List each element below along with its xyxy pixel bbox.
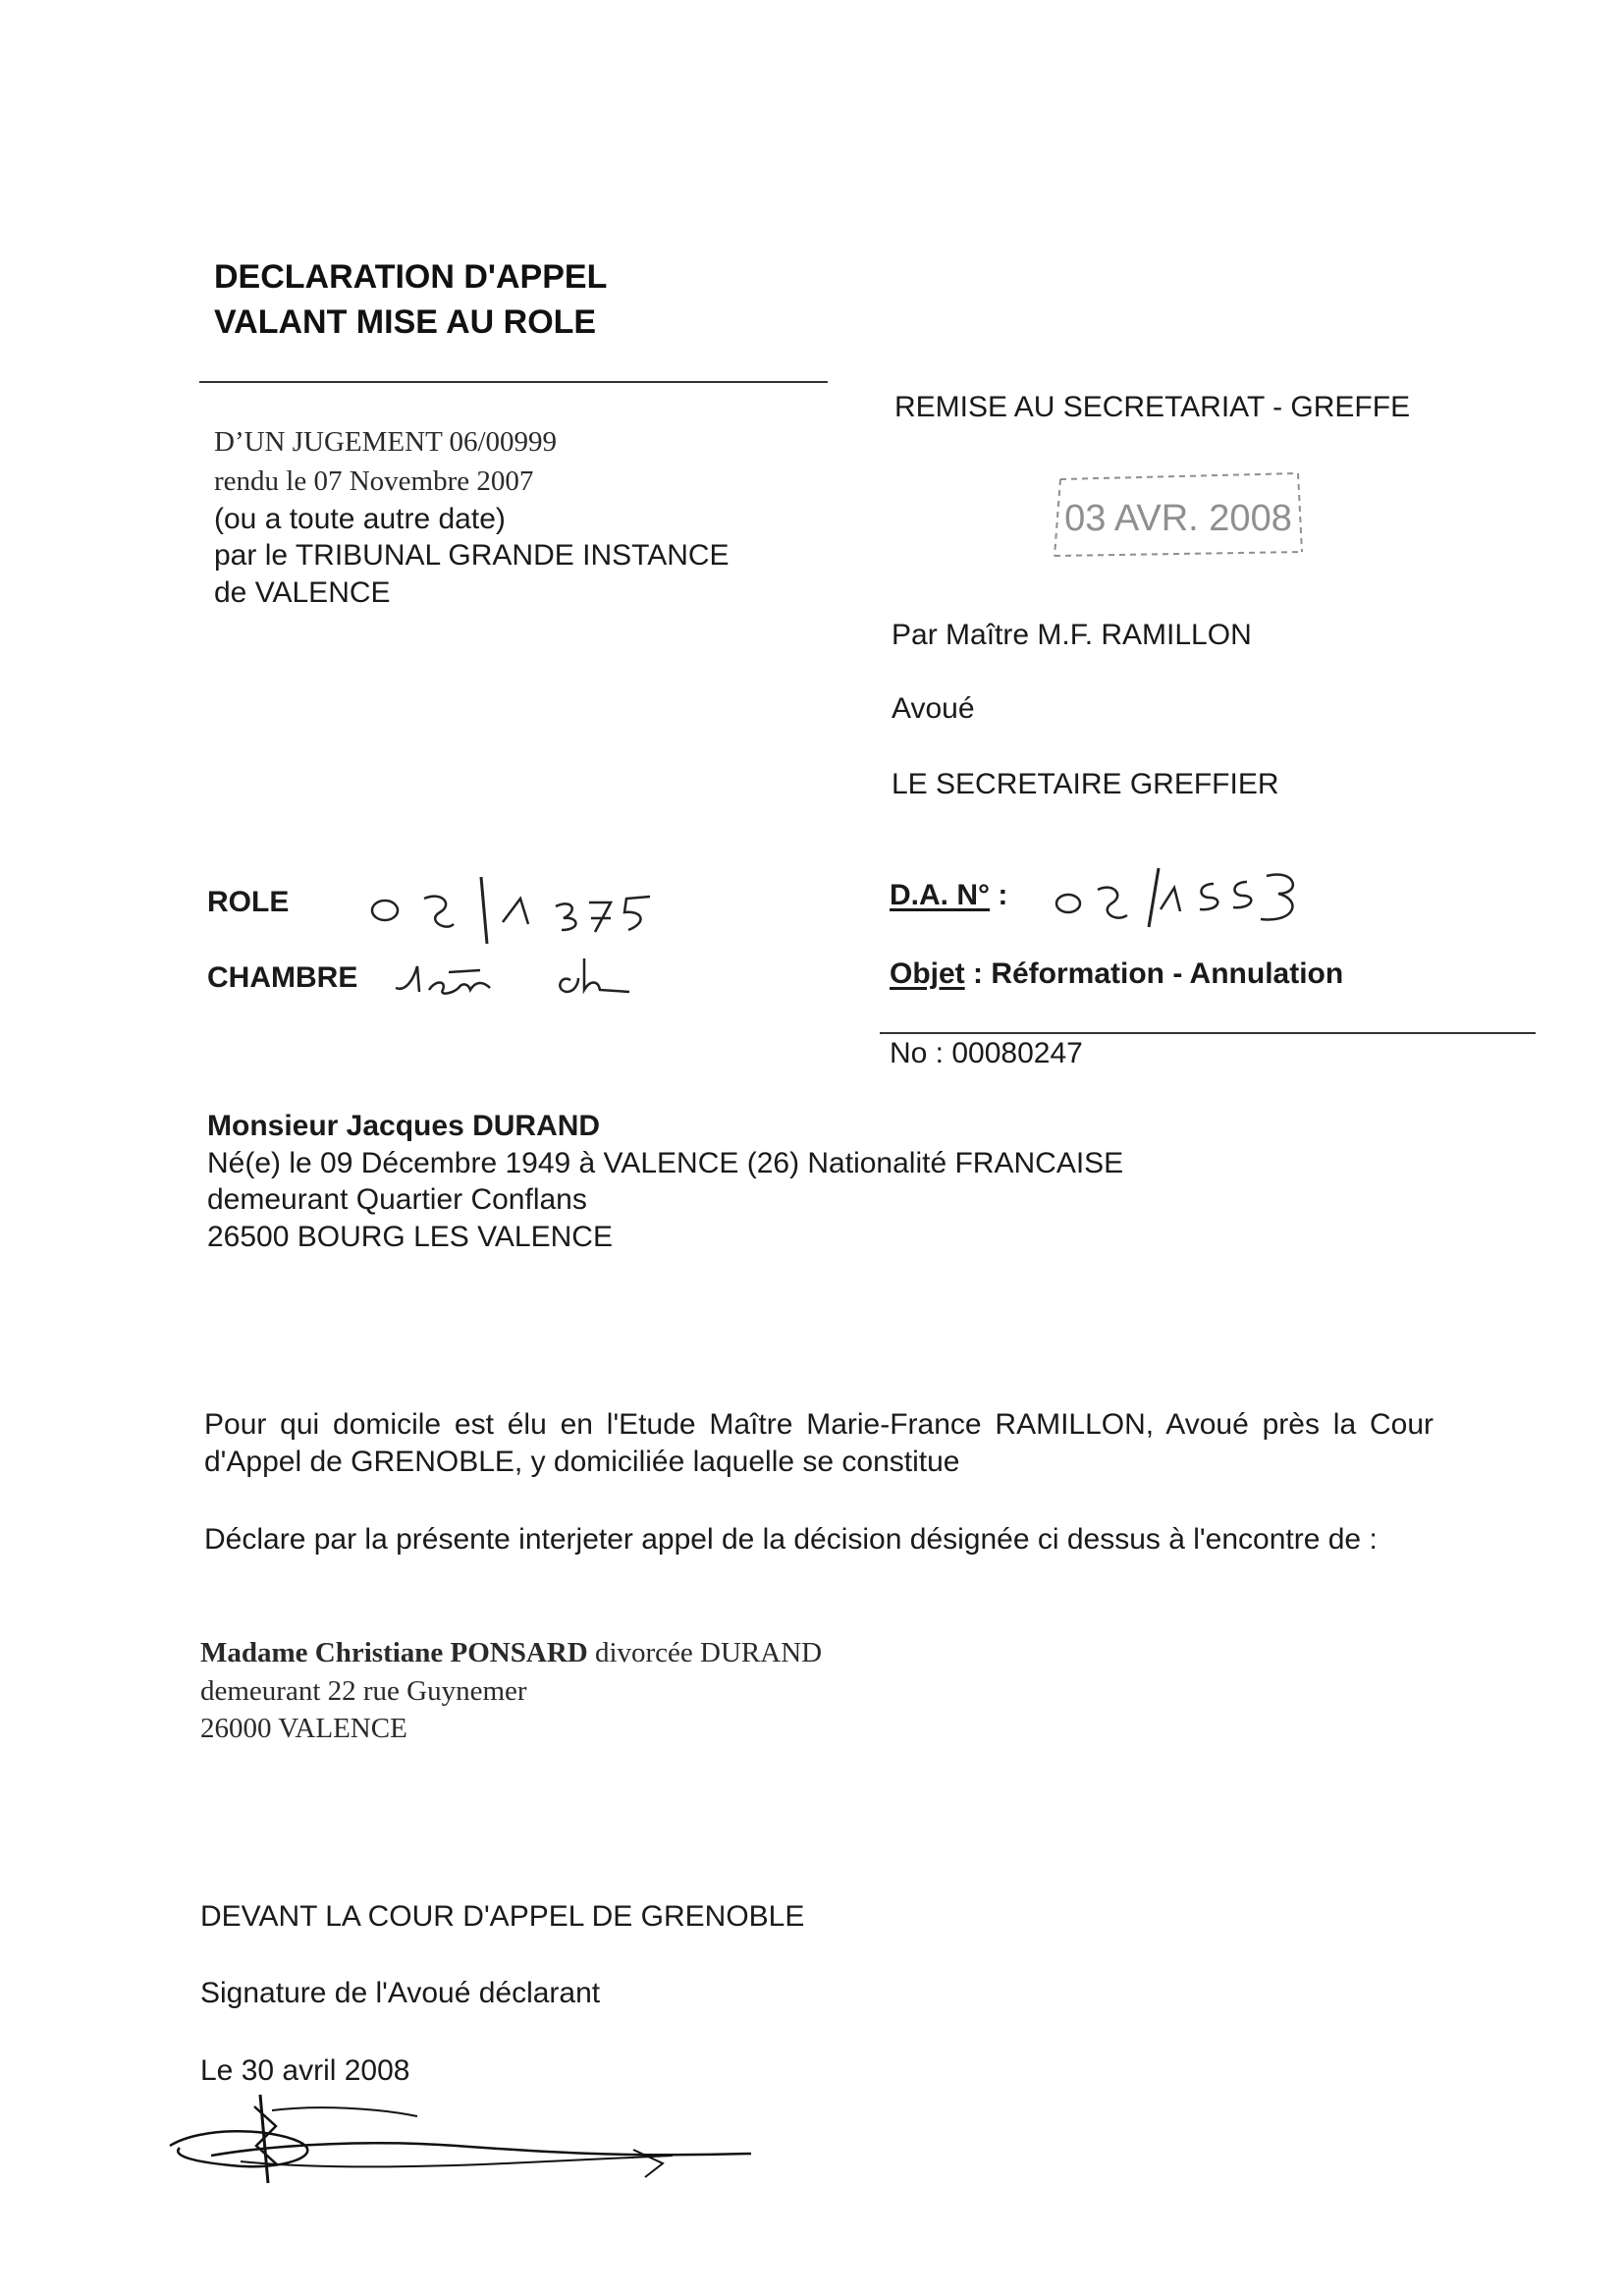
judgment-alt-date: (ou a toute autre date) <box>214 503 506 535</box>
handwritten-signature <box>162 2087 771 2210</box>
role-handwritten-value <box>363 859 717 953</box>
court-line: DEVANT LA COUR D'APPEL DE GRENOBLE <box>200 1900 805 1933</box>
objet-value: : Réformation - Annulation <box>964 957 1344 990</box>
domicile-paragraph: Pour qui domicile est élu en l'Etude Maître Marie-France RAMILLON, Avoué près la Cour d'Appel de GRENOBLE, y domiciliée laquelle se constitue <box>204 1408 1434 1478</box>
signature-label: Signature de l'Avoué déclarant <box>200 1977 601 2009</box>
par-maitre: Par Maître M.F. RAMILLON <box>892 619 1252 651</box>
respondent-name-bold: Madame Christiane PONSARD <box>200 1637 588 1668</box>
document-title-line1: DECLARATION D'APPEL <box>214 258 608 296</box>
objet-line <box>890 956 1343 992</box>
chambre-label: CHAMBRE <box>207 961 358 994</box>
appellant-address-line2: 26500 BOURG LES VALENCE <box>207 1221 613 1253</box>
title-divider <box>199 381 828 383</box>
objet-divider <box>880 1032 1536 1034</box>
appellant-name: Monsieur Jacques DURAND <box>207 1110 601 1142</box>
respondent-address-line2: 26000 VALENCE <box>200 1713 407 1744</box>
secretaire-greffier: LE SECRETAIRE GREFFIER <box>892 768 1279 800</box>
judgment-number: D’UN JUGEMENT 06/00999 <box>214 426 558 458</box>
chambre-handwritten-value <box>388 951 663 1014</box>
judgment-city: de VALENCE <box>214 576 391 609</box>
judgment-date: rendu le 07 Novembre 2007 <box>214 465 534 497</box>
received-stamp <box>1041 462 1316 570</box>
document-date: Le 30 avril 2008 <box>200 2054 410 2087</box>
role-label: ROLE <box>207 886 290 918</box>
judgment-court: par le TRIBUNAL GRANDE INSTANCE <box>214 539 730 572</box>
reference-number: No : 00080247 <box>890 1037 1083 1069</box>
objet-label: Objet <box>890 957 965 990</box>
document-title-line2: VALANT MISE AU ROLE <box>214 303 597 341</box>
respondent-name <box>200 1635 822 1671</box>
avoue-label: Avoué <box>892 692 975 725</box>
stamp-date: 03 AVR. 2008 <box>1064 498 1292 539</box>
da-colon: : <box>990 879 1008 911</box>
da-number-label <box>890 877 1007 913</box>
da-handwritten-value <box>1051 854 1345 938</box>
appellant-address-line1: demeurant Quartier Conflans <box>207 1183 587 1216</box>
respondent-address-line1: demeurant 22 rue Guynemer <box>200 1675 527 1707</box>
declaration-paragraph: Déclare par la présente interjeter appel de la décision désignée ci dessus à l'encontre de : <box>204 1523 1378 1556</box>
remise-secretariat: REMISE AU SECRETARIAT - GREFFE <box>894 391 1411 423</box>
appellant-birth: Né(e) le 09 Décembre 1949 à VALENCE (26) Nationalité FRANCAISE <box>207 1147 1124 1179</box>
da-label-text: D.A. N° <box>890 879 990 911</box>
respondent-name-rest: divorcée DURAND <box>587 1637 823 1668</box>
